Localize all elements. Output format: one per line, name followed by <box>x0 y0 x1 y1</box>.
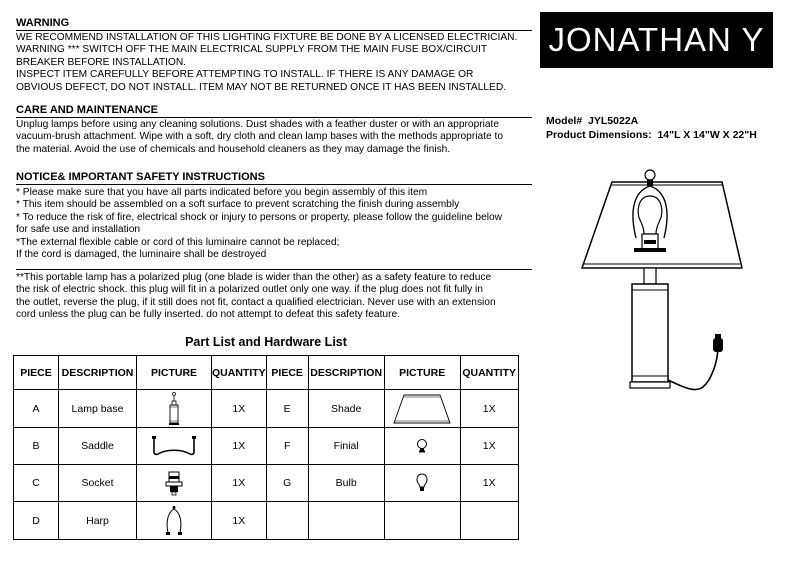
plug-rule <box>16 269 532 270</box>
lamp-finial <box>645 170 655 180</box>
table-row <box>14 428 519 465</box>
harp-icon <box>163 505 185 537</box>
picture-cell <box>137 465 212 502</box>
lamp-base <box>632 284 668 382</box>
care-line: Unplug lamps before using any cleaning solutions. Dust shades with a feather duster or with an appropriate <box>16 119 500 130</box>
header-cell: QUANTITY <box>460 356 518 390</box>
picture-cell <box>137 390 212 428</box>
description-cell: Bulb <box>308 465 384 502</box>
lamp-cord <box>668 346 718 390</box>
notice-text <box>16 187 532 261</box>
piece-cell <box>266 502 308 540</box>
description-cell: Socket <box>59 465 137 502</box>
piece-cell: B <box>14 428 59 465</box>
lamp-illustration <box>560 168 760 406</box>
plug-line: cord unless the plug can be fully inserted. do not attempt to defeat this safety feature. <box>16 309 400 321</box>
quantity-cell: 1X <box>460 428 518 465</box>
notice-line: * Please make sure that you have all parts indicated before you begin assembly of this item <box>16 187 428 198</box>
piece-cell: E <box>266 390 308 428</box>
header-cell: QUANTITY <box>212 356 267 390</box>
picture-cell <box>137 428 212 465</box>
notice-title: NOTICE& IMPORTANT SAFETY INSTRUCTIONS <box>16 171 265 183</box>
lamp-switch <box>713 338 723 352</box>
notice-rule <box>16 184 532 185</box>
description-cell: Harp <box>59 502 137 540</box>
notice-line: for safe use and installation <box>16 224 141 236</box>
table-row <box>14 390 519 428</box>
warning-line: WARNING *** SWITCH OFF THE MAIN ELECTRICAL SUPPLY FROM THE MAIN FUSE BOX/CIRCUIT <box>16 44 488 56</box>
care-line: the material. Avoid the use of chemicals and household cleaners as they may damage the finish. <box>16 143 451 155</box>
care-line: vacuum-brush attachment. Wipe with a soft, dry cloth and clean lamp bases with the methods appropriate to <box>16 131 503 143</box>
table-header-row <box>14 356 519 390</box>
lamp-base-icon <box>167 392 181 426</box>
header-cell: PIECE <box>266 356 308 390</box>
description-cell: Saddle <box>59 428 137 465</box>
warning-line: WE RECOMMEND INSTALLATION OF THIS LIGHTING FIXTURE BE DONE BY A LICENSED ELECTRICIAN. <box>16 32 518 43</box>
model-label: Model# <box>546 115 583 127</box>
notice-line: If the cord is damaged, the luminaire shall be destroyed <box>16 249 267 261</box>
notice-line: * This item should be assembled on a soft surface to prevent scratching the finish during assembly <box>16 199 460 211</box>
model-row <box>546 114 757 128</box>
picture-cell <box>384 428 460 465</box>
piece-cell: C <box>14 465 59 502</box>
header-cell: PICTURE <box>137 356 212 390</box>
finial-icon <box>416 438 428 454</box>
quantity-cell: 1X <box>460 465 518 502</box>
piece-cell: G <box>266 465 308 502</box>
quantity-cell: 1X <box>212 428 267 465</box>
parts-table-title: Part List and Hardware List <box>185 335 347 349</box>
description-cell: Finial <box>308 428 384 465</box>
plug-text <box>16 272 532 322</box>
piece-cell: F <box>266 428 308 465</box>
header-cell: PICTURE <box>384 356 460 390</box>
quantity-cell <box>460 502 518 540</box>
care-text <box>16 119 532 156</box>
picture-cell <box>137 502 212 540</box>
dimensions-value: 14"L X 14"W X 22"H <box>657 129 757 141</box>
description-cell <box>308 502 384 540</box>
plug-line: the risk of electric shock. this plug will fit in a polarized outlet only one way. if the plug does not fit fully in <box>16 284 483 296</box>
parts-table <box>13 355 519 540</box>
saddle-icon <box>150 434 198 458</box>
picture-cell <box>384 502 460 540</box>
plug-line: **This portable lamp has a polarized plug (one blade is wider than the other) as a safety feature to reduce <box>16 272 492 283</box>
shade-icon <box>392 393 452 425</box>
care-title: CARE AND MAINTENANCE <box>16 104 158 116</box>
model-value: JYL5022A <box>588 115 639 127</box>
header-cell: DESCRIPTION <box>308 356 384 390</box>
warning-title: WARNING <box>16 17 70 29</box>
table-row <box>14 502 519 540</box>
plug-line: the outlet, reverse the plug, if it still does not fit, contact a qualified electrician. Never use with an extension <box>16 296 496 308</box>
quantity-cell: 1X <box>212 465 267 502</box>
warning-line: OBVIOUS DEFECT, DO NOT INSTALL. ITEM MAY NOT BE RETURNED ONCE IT HAS BEEN INSTALLED. <box>16 81 507 93</box>
description-cell: Shade <box>308 390 384 428</box>
table-row <box>14 465 519 502</box>
notice-line: *The external flexible cable or cord of this luminaire cannot be replaced; <box>16 236 340 248</box>
piece-cell: A <box>14 390 59 428</box>
piece-cell: D <box>14 502 59 540</box>
warning-rule <box>16 30 532 31</box>
bulb-icon <box>415 473 429 493</box>
notice-line: * To reduce the risk of fire, electrical shock or injury to persons or property, please follow the guideline below <box>16 211 503 223</box>
product-info <box>546 114 757 142</box>
dimensions-row <box>546 128 757 142</box>
picture-cell <box>384 465 460 502</box>
description-cell: Lamp base <box>59 390 137 428</box>
warning-line: BREAKER BEFORE INSTALLATION. <box>16 56 187 68</box>
care-rule <box>16 117 532 118</box>
quantity-cell: 1X <box>212 390 267 428</box>
header-cell: DESCRIPTION <box>59 356 137 390</box>
quantity-cell: 1X <box>460 390 518 428</box>
warning-text <box>16 32 532 94</box>
socket-icon <box>164 470 184 496</box>
quantity-cell: 1X <box>212 502 267 540</box>
header-cell: PIECE <box>14 356 59 390</box>
dimensions-label: Product Dimensions: <box>546 129 652 141</box>
picture-cell <box>384 390 460 428</box>
brand-logo: JONATHAN Y <box>540 12 773 68</box>
warning-line: INSPECT ITEM CAREFULLY BEFORE ATTEMPTING TO INSTALL. IF THERE IS ANY DAMAGE OR <box>16 69 474 81</box>
